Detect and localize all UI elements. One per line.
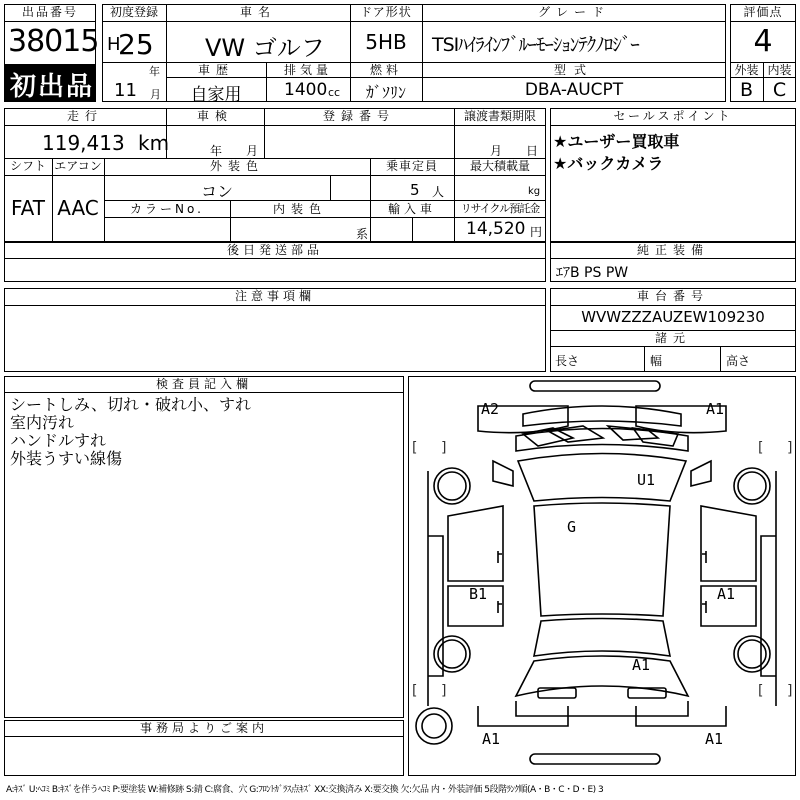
lot-number-label: 出品番号 — [21, 5, 78, 19]
car-diagram — [408, 376, 796, 776]
shift: FAT — [10, 196, 45, 220]
month-unit: 月 — [150, 88, 161, 101]
bracket-mark: [ — [412, 683, 418, 699]
registration-month: 11 — [114, 80, 137, 101]
transfer-deadline-label: 譲渡書類期限 — [463, 109, 536, 123]
equipment-label: 純正装備 — [636, 243, 709, 257]
inspector-note-3: ハンドルすれ — [10, 431, 107, 450]
displacement-label: 排気量 — [283, 63, 332, 77]
model-label: 型式 — [553, 63, 594, 77]
registration-year: 25 — [118, 28, 154, 61]
interior-grade: C — [772, 79, 787, 101]
shift-label: シフト — [9, 159, 46, 173]
max-load-label: 最大積載量 — [469, 159, 530, 173]
inspector-note-2: 室内汚れ — [10, 413, 75, 432]
inspection-month-unit: 月 — [246, 144, 259, 158]
exterior-grade: B — [739, 79, 754, 101]
inspection-label: 車検 — [196, 109, 233, 123]
damage-mark-a1-bottom-left: A1 — [482, 730, 501, 748]
transfer-day-unit: 日 — [526, 144, 539, 158]
bracket-mark: [ — [758, 440, 764, 456]
model: DBA-AUCPT — [524, 80, 624, 100]
damage-mark-b1: B1 — [469, 585, 488, 603]
ac-label: エアコン — [54, 159, 102, 173]
fuel: ｶﾞｿﾘﾝ — [365, 83, 406, 102]
fuel-label: 燃料 — [369, 63, 402, 77]
car-name-label: 車名 — [239, 5, 276, 19]
inspector-note-1: シートしみ、切れ・破れ小、すれ — [10, 395, 251, 414]
mileage-label: 走行 — [66, 109, 103, 123]
later-shipping-label: 後日発送部品 — [226, 243, 323, 257]
score-label: 評価点 — [743, 5, 783, 19]
exterior-color-label: 外装色 — [209, 159, 264, 173]
equipment: ｴｱB PS PW — [556, 265, 629, 281]
bracket-mark: ] — [441, 683, 447, 699]
damage-mark-u1: U1 — [637, 471, 656, 489]
interior-color-suffix: 系 — [356, 227, 369, 241]
color-number-label: カラーNo. — [130, 202, 204, 216]
first-listing-badge-text: 初出品 — [10, 72, 95, 102]
damage-mark-a2: A2 — [481, 400, 500, 418]
score: 4 — [753, 24, 773, 59]
recycle-fee: 14,520 — [466, 219, 526, 239]
mileage: 119,413 — [42, 131, 125, 155]
exterior-color: コン — [200, 182, 233, 201]
inspector-label: 検査員記入欄 — [155, 377, 252, 391]
door-label: ドア形状 — [360, 5, 412, 19]
max-load-unit: kg — [528, 186, 541, 197]
car-name: VW ゴルフ — [205, 34, 325, 62]
displacement: 1400 — [284, 80, 328, 100]
registration-number-label: 登録番号 — [322, 109, 395, 123]
width-label: 幅 — [650, 354, 663, 368]
chassis-label: 車台番号 — [636, 289, 709, 303]
year-unit: 年 — [149, 65, 160, 78]
recycle-label: リサイクル預託金 — [460, 202, 540, 215]
bracket-mark: [ — [758, 683, 764, 699]
ac: AAC — [57, 196, 99, 220]
capacity-unit: 人 — [432, 185, 445, 199]
grade-label: グレード — [537, 5, 610, 19]
exterior-label: 外装 — [734, 63, 759, 77]
inspection-year-unit: 年 — [210, 144, 223, 158]
chassis-number: WVWZZZAUZEW109230 — [581, 308, 765, 326]
era: H — [107, 34, 121, 55]
transfer-month-unit: 月 — [490, 144, 503, 158]
bracket-mark: ] — [441, 440, 447, 456]
sales-point-label: セールスポイント — [613, 109, 733, 123]
door-type: 5HB — [365, 30, 407, 54]
inspector-note-4: 外装うすい線傷 — [10, 449, 123, 468]
interior-color-label: 内装色 — [272, 202, 327, 216]
mileage-unit: km — [138, 131, 170, 155]
displacement-unit: cc — [328, 86, 341, 99]
capacity: 5 — [410, 181, 420, 199]
grade: TSIﾊｲﾗｲﾝﾌﾞﾙｰﾓｰｼｮﾝﾃｸﾉﾛｼﾞｰ — [432, 34, 639, 56]
interior-label: 内装 — [767, 63, 792, 77]
first-registration-label: 初度登録 — [109, 5, 158, 19]
bracket-mark: [ — [412, 440, 418, 456]
history: 自家用 — [190, 85, 242, 105]
sales-point-1: ★ユーザー買取車 — [553, 132, 680, 151]
notes-label: 注意事項欄 — [234, 289, 315, 303]
lot-number: 38015 — [8, 24, 99, 59]
height-label: 高さ — [726, 354, 751, 368]
recycle-unit: 円 — [530, 225, 543, 239]
legend: A:ｷｽﾞ U:ﾍｺﾐ B:ｷｽﾞを伴うﾍｺﾐ P:要塗装 W:補修跡 S:錆 C:腐食、穴 G:ﾌﾛﾝﾄｶﾞﾗｽ点ｷｽﾞ XX:交換済み X:要交換 欠:欠品 内・外装評価 5段階ﾗﾝｸ順(A・B・C・D・E) 3 — [6, 785, 604, 795]
office-label: 事務局よりご案内 — [139, 721, 268, 735]
damage-mark-a1-rear: A1 — [632, 656, 651, 674]
damage-mark-g: G — [567, 518, 577, 536]
history-label: 車歴 — [197, 63, 234, 77]
damage-mark-a1-front: A1 — [706, 400, 725, 418]
dimensions-label: 諸元 — [654, 331, 691, 345]
damage-mark-a1-bottom-right: A1 — [705, 730, 724, 748]
length-label: 長さ — [555, 354, 580, 368]
damage-mark-a1-right: A1 — [717, 585, 736, 603]
bracket-mark: ] — [787, 683, 793, 699]
bracket-mark: ] — [787, 440, 793, 456]
sales-point-2: ★バックカメラ — [553, 154, 664, 173]
import-label: 輸入車 — [387, 202, 436, 216]
capacity-label: 乗車定員 — [385, 159, 438, 173]
